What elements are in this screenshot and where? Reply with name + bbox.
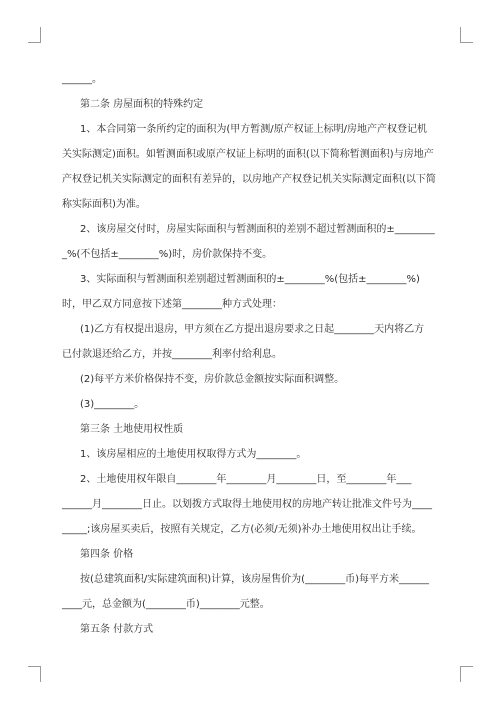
text-line: 已付款退还给乙方，并按________利率付给利息。 bbox=[62, 349, 282, 360]
text-line: 2、该房屋交付时，房屋实际面积与暂测面积的差别不超过暂测面积的±________ bbox=[80, 224, 435, 235]
text-line: _____;该房屋买卖后，按照有关规定，乙方(必须/无须)补办土地使用权出让手续。 bbox=[62, 524, 422, 535]
text-line: 按(总建筑面积/实际建筑面积)计算，该房屋售价为(________币)每平方米______ bbox=[80, 574, 429, 585]
text-line: ______月________日止。以划拨方式取得土地使用权的房地产转让批准文件号为____ bbox=[62, 499, 432, 510]
text-line: 时，甲乙双方同意按下述第________种方式处理： bbox=[62, 299, 282, 310]
text-line: 称实际面积)为准。 bbox=[62, 199, 146, 210]
crop-mark-bottom-left bbox=[28, 666, 41, 682]
text-line: 1、本合同第一条所约定的面积为(甲方暂测/原产权证上标明/房地产产权登记机 bbox=[80, 124, 428, 135]
section-heading: 第五条 付款方式 bbox=[80, 624, 154, 635]
text-line: 产权登记机关实际测定的面积有差异的，以房地产产权登记机关实际测定面积(以下简 bbox=[62, 174, 436, 185]
text-line: 3、实际面积与暂测面积差别超过暂测面积的±________%(包括±________%) bbox=[80, 274, 420, 285]
text-line: (3)________。 bbox=[80, 399, 145, 410]
text-line: ______。 bbox=[62, 74, 102, 85]
text-line: ____元，总金额为(________币)________元整。 bbox=[62, 599, 270, 610]
section-heading: 第二条 房屋面积的特殊约定 bbox=[80, 99, 204, 110]
section-heading: 第四条 价格 bbox=[80, 549, 134, 560]
document-body bbox=[62, 67, 442, 642]
text-line: 关实际测定)面积。如暂测面积或原产权证上标明的面积(以下简称暂测面积)与房地产 bbox=[62, 149, 434, 160]
text-line: 1、该房屋相应的土地使用权取得方式为________。 bbox=[80, 449, 307, 460]
text-line: (1)乙方有权提出退房，甲方须在乙方提出退房要求之日起________天内将乙方 bbox=[80, 324, 425, 335]
text-line: 2、土地使用权年限自________年________月________日，至________年___ bbox=[80, 474, 412, 485]
crop-mark-bottom-right bbox=[460, 666, 473, 682]
text-line: (2)每平方米价格保持不变，房价款总金额按实际面积调整。 bbox=[80, 374, 345, 385]
text-line: _%(不包括±________%)时，房价款保持不变。 bbox=[62, 249, 273, 260]
crop-mark-top-right bbox=[460, 27, 473, 43]
crop-mark-top-left bbox=[28, 27, 41, 43]
section-heading: 第三条 土地使用权性质 bbox=[80, 424, 184, 435]
